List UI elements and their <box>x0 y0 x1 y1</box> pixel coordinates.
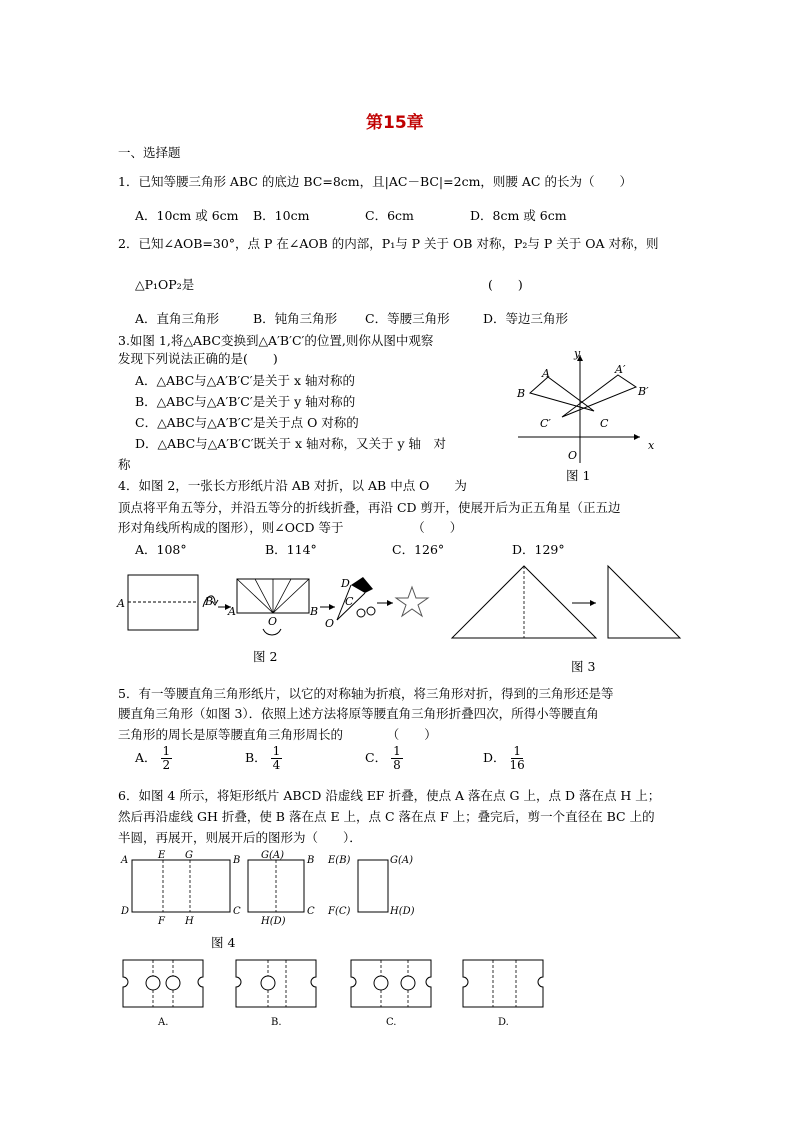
label-a: A <box>542 367 550 380</box>
q5-option-c-letter: C． <box>365 750 388 766</box>
fig4-p1-a: A <box>121 855 129 866</box>
q1-option-b[interactable]: B．10cm <box>253 208 310 223</box>
q5-line-3: 三角形的周长是原等腰直角三角形周长的 （ ） <box>118 727 437 742</box>
figure-3-caption: 图 3 <box>571 659 596 674</box>
q2-option-b[interactable]: B．钝角三角形 <box>253 311 338 326</box>
q3-option-b[interactable]: B．△ABC与△A′B′C′是关于 y 轴对称的 <box>135 394 356 409</box>
answer-shape-b[interactable] <box>236 960 316 1028</box>
fig4-p3-eb: E(B) <box>328 855 351 866</box>
figure-3-triangle-fold <box>450 563 690 645</box>
q3-option-d-tail: 称 <box>118 457 131 472</box>
figure-2-caption: 图 2 <box>253 649 278 664</box>
q4-option-c[interactable]: C．126° <box>392 542 445 557</box>
label-c: C <box>600 417 609 430</box>
answer-shape-a[interactable] <box>123 960 203 1028</box>
figure-1-coordinate-plane <box>510 345 660 485</box>
label-y: y <box>574 347 581 360</box>
q5-option-a-letter: A． <box>135 750 157 766</box>
section-heading: 一、选择题 <box>118 145 181 160</box>
q2-answer-blank: ( ) <box>488 277 523 292</box>
q4-line-3: 形对角线所构成的图形），则∠OCD 等于 （ ） <box>118 520 463 535</box>
q4-line-1: 4．如图 2，一张长方形纸片沿 AB 对折，以 AB 中点 O 为 <box>118 478 467 493</box>
q6-line-1: 6．如图 4 所示，将矩形纸片 ABCD 沿虚线 EF 折叠，使点 A 落在点 G 上，点 D 落在点 H 上； <box>118 788 661 803</box>
q4-option-d[interactable]: D．129° <box>512 542 565 557</box>
label-a-prime: A′ <box>615 363 626 376</box>
fig2-label-b1: B <box>205 595 214 608</box>
q5-option-d[interactable] <box>483 745 525 772</box>
q1-stem: 1．已知等腰三角形 ABC 的底边 BC=8cm，且|AC－BC|=2cm，则腰 AC 的长为（ ） <box>118 174 632 189</box>
page-title: 第15章 <box>366 113 424 133</box>
q6-line-3: 半圆，再展开，则展开后的图形为（ ）． <box>118 830 362 845</box>
answer-b-label: B. <box>271 1017 282 1028</box>
fig4-p1-e: E <box>158 850 166 861</box>
fig4-p2-c: C <box>307 906 315 917</box>
q5-option-b-letter: B． <box>245 750 267 766</box>
q5-option-a[interactable] <box>135 745 172 772</box>
q3-option-c[interactable]: C．△ABC与△A′B′C′是关于点 O 对称的 <box>135 415 359 430</box>
q2-stem: 2．已知∠AOB=30°，点 P 在∠AOB 的内部，P₁与 P 关于 OB 对称，P₂与 P 关于 OA 对称，则 <box>118 236 659 251</box>
q1-option-d[interactable]: D．8cm 或 6cm <box>470 208 567 223</box>
answer-a-label: A. <box>158 1017 169 1028</box>
q5-option-c[interactable] <box>365 745 403 772</box>
figure-4-caption: 图 4 <box>211 935 236 950</box>
label-b-prime: B′ <box>638 385 649 398</box>
figure-4-rectangle-folds <box>118 848 428 927</box>
q3-line-2: 发现下列说法正确的是( ) <box>118 351 278 366</box>
star-icon <box>396 587 428 616</box>
q4-option-a[interactable]: A．108° <box>135 542 187 557</box>
label-origin: O <box>568 449 578 462</box>
fig2-label-b2: B <box>310 605 319 618</box>
q5-option-b[interactable] <box>245 745 282 772</box>
fig4-p1-d: D <box>121 906 130 917</box>
q5-option-c-fraction: $\frac{1}{8}$ <box>393 744 401 773</box>
fig2-label-a2: A <box>228 605 236 618</box>
fig4-p1-c: C <box>233 906 241 917</box>
fig2-label-c: C <box>345 595 354 608</box>
fig4-p2-ga: G(A) <box>261 850 285 861</box>
fig4-p1-h: H <box>185 916 194 927</box>
q2-option-a[interactable]: A．直角三角形 <box>135 311 220 326</box>
answer-shape-c[interactable] <box>351 960 431 1028</box>
label-c-prime: C′ <box>540 417 551 430</box>
fig2-label-a: A <box>117 597 125 610</box>
fig2-label-d: D <box>341 577 350 590</box>
q2-option-d[interactable]: D．等边三角形 <box>483 311 569 326</box>
fig2-label-o1: O <box>268 615 278 628</box>
answer-d-label: D. <box>498 1017 509 1028</box>
fig4-p3-ga: G(A) <box>390 855 414 866</box>
fig4-p1-g: G <box>185 850 193 861</box>
q2-stem-continued: △P₁OP₂是 <box>135 277 195 292</box>
answer-c-label: C. <box>386 1017 397 1028</box>
fig4-p1-f: F <box>158 916 165 927</box>
q5-option-d-fraction: $\frac{1}{16}$ <box>509 744 525 773</box>
q6-answer-figures <box>118 955 558 1030</box>
q3-option-d[interactable]: D．△ABC与△A′B′C′既关于 x 轴对称，又关于 y 轴 对 <box>135 436 447 451</box>
q5-option-b-fraction: $\frac{1}{4}$ <box>272 744 281 773</box>
figure-2-paper-folding <box>115 565 435 640</box>
q4-line-2: 顶点将平角五等分，并沿五等分的折线折叠，再沿 CD 剪开，使展开后为正五角星（正五边 <box>118 500 621 515</box>
fig2-label-o2: O <box>325 617 335 630</box>
fig4-p2-hd: H(D) <box>261 916 286 927</box>
answer-shape-d[interactable] <box>463 960 543 1028</box>
fig4-p3-hd: H(D) <box>390 906 415 917</box>
fig4-p2-b: B <box>307 855 315 866</box>
q6-line-2: 然后再沿虚线 GH 折叠，使 B 落在点 E 上，点 C 落在点 F 上；叠完后，剪一个直径在 BC 上的 <box>118 809 655 824</box>
q5-line-2: 腰直角三角形（如图 3）．依照上述方法将原等腰直角三角形折叠四次，所得小等腰直角 <box>118 706 599 721</box>
triangle-abc <box>530 377 594 411</box>
q1-option-a[interactable]: A．10cm 或 6cm <box>135 208 239 223</box>
q2-option-c[interactable]: C．等腰三角形 <box>365 311 450 326</box>
fig4-p1-b: B <box>233 855 241 866</box>
q5-option-d-letter: D． <box>483 750 506 766</box>
q5-line-1: 5．有一等腰直角三角形纸片，以它的对称轴为折痕，将三角形对折，得到的三角形还是等 <box>118 686 614 701</box>
scissors-icon <box>357 609 365 617</box>
fig4-p3-fc: F(C) <box>328 906 351 917</box>
q4-option-b[interactable]: B．114° <box>265 542 317 557</box>
q5-option-a-fraction: $\frac{1}{2}$ <box>162 744 171 773</box>
q3-option-a[interactable]: A．△ABC与△A′B′C′是关于 x 轴对称的 <box>135 373 356 388</box>
label-x: x <box>648 439 655 452</box>
label-b: B <box>517 387 526 400</box>
q3-line-1: 3.如图 1,将△ABC变换到△A′B′C′的位置,则你从图中观察 <box>118 333 434 348</box>
figure-1-caption: 图 1 <box>566 468 591 483</box>
q1-option-c[interactable]: C．6cm <box>365 208 414 223</box>
